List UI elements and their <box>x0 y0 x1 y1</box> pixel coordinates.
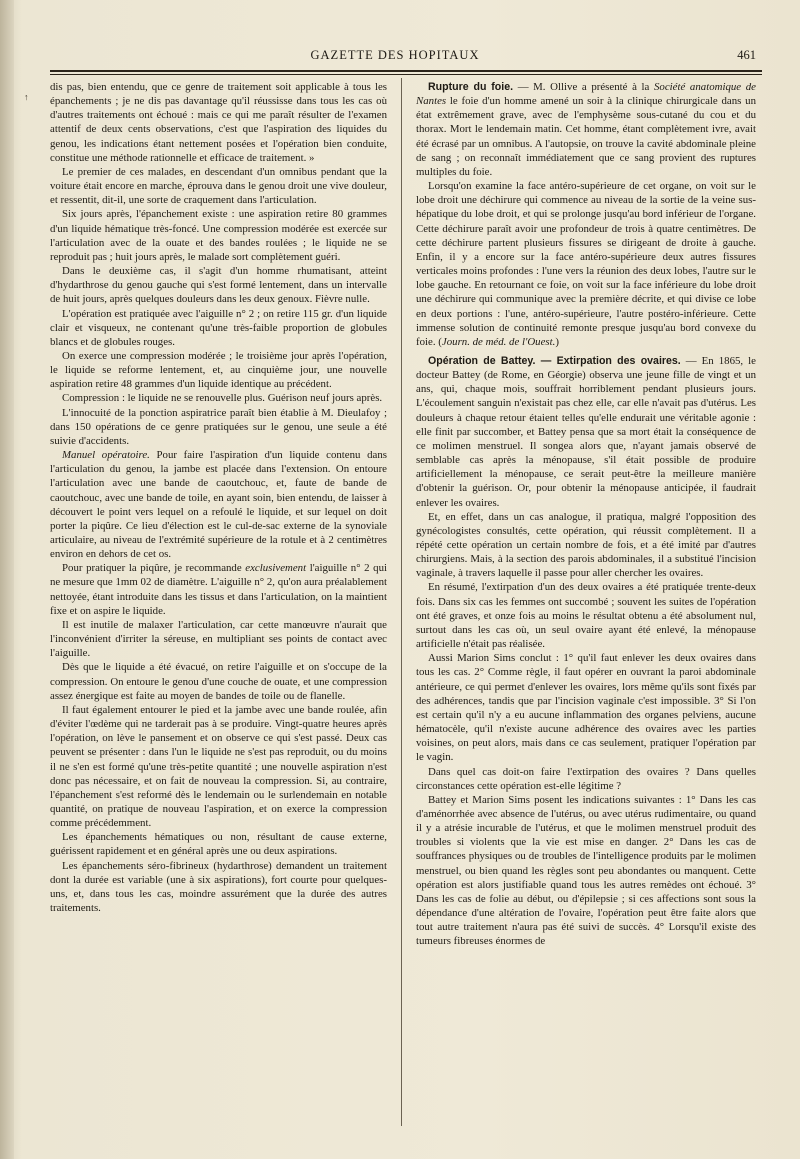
paragraph-text: Lorsqu'on examine la face antéro-supérieure de cet organe, on voit sur le lobe droit une déchirure qui commence au niveau de la sortie de la veine sus-hépatique du lobe droit, et qui se prolonge jusqu'au bord inférieur de l'organe. Cette déchirure paraît avoir une profondeur de trois à quatre centimètres. De cette déchirure partent plusieurs fissures se dirigeant de droite à gauche. Enfin, il y a encore sur la face antéro-supérieure deux autres fissures verticales moins profondes : l'une vers la réunion des deux lobes, l'autre sur le lobe gauche. En retournant ce foie, on voit sur la face inférieure du lobe droit une déchirure qui communique avec la première décrite, et qui divise ce lobe en deux portions : l'une, antéro-supérieure, l'autre postéro-inférieure. Cette immense solution de continuité remonte presque jusqu'au bord convexe du foie. ( <box>416 180 756 348</box>
right-column <box>416 80 756 1125</box>
paragraph: Les épanchements séro-fibrineux (hydarthrose) demandent un traitement dont la durée est variable (une à six aspirations), fort courte pour quelques-uns, et, dans tous les cas, moindre assurément que la durée des autres traitements. <box>50 859 387 915</box>
page-header <box>30 46 760 68</box>
society-name: Société anatomique de Nantes <box>416 81 756 108</box>
citation-source: Journ. de méd. de l'Ouest. <box>441 335 556 348</box>
paragraph: Aussi Marion Sims conclut : 1° qu'il faut enlever les deux ovaires dans tous les cas. 2° Comme règle, il faut opérer en ouvrant la paroi abdominale antérieure, ce qui permet d'enlever les ovaires, lors même qu'ils sont fixés par des adhérences, tandis que par l'incision vaginale c'est impossible. 3° Si l'on est certain qu'il n'y a eu aucune inflammation des organes pelviens, aucune hématocèle, qu'il n'existe aucune adhérence des ovaires avec les parties voisines, on peut alors, mais dans ce cas seulement, pratiquer l'opération par le vagin. <box>416 652 756 764</box>
paragraph-text: ) <box>555 335 559 348</box>
paragraph: dis pas, bien entendu, que ce genre de traitement soit applicable à tous les épanchements ; je ne dis pas davantage qu'il réussisse dans tous les cas où d'autres traitements ont échoué : mais ce qui me paraît résulter de l'examen attentif de deux cents observations, c'est que l'aspiration des liquides du genou, les indications étant nettement posées et l'opération bien conduite, constitue une méthode rationnelle et efficace de traitement. » <box>50 81 387 164</box>
paragraph: Dans le deuxième cas, il s'agit d'un homme rhumatisant, atteint d'hydarthrose du genou gauche qui s'est formé lentement, dans un intervalle de huit jours, après quelques douleurs dans les deux genoux. Fièvre nulle. <box>50 265 387 306</box>
paragraph: Dans quel cas doit-on faire l'extirpation des ovaires ? Dans quelles circonstances cette opération est-elle légitime ? <box>416 765 756 792</box>
paragraph: Dès que le liquide a été évacué, on retire l'aiguille et on s'occupe de la compression. On entoure le genou d'une couche de ouate, et une compression assez énergique est faite au moyen de bandes de toile ou de flanelle. <box>50 661 387 702</box>
paragraph: On exerce une compression modérée ; le troisième jour après l'opération, le liquide se reforme lentement, et, au cinquième jour, une nouvelle aspiration retire 48 grammes d'un liquide identique au précédent. <box>50 349 387 391</box>
header-rule-thin <box>50 74 762 75</box>
paragraph-rupture-du-foie <box>416 80 756 179</box>
paragraph <box>416 179 756 349</box>
header-rule-thick <box>50 70 762 72</box>
paragraph-text: Pour pratiquer la piqûre, je recommande <box>62 562 246 575</box>
paragraph: Il faut également entourer le pied et la jambe avec une bande roulée, afin d'éviter l'œdème qui ne tarderait pas à se produire. Vingt-quatre heures après l'opération, on lève le pansement et on observe ce qui s'est passé. Deux cas peuvent se présenter : dans l'un le liquide ne s'est pas reproduit, ou du moins il ne s'en est formé qu'une très-petite quantité ; une nouvelle aspiration n'est donc pas nécessaire, et on fait de nouveau la compression. Si, au contraire, l'épanchement s'est reformé dès le lendemain ou le surlendemain en notable quantité, on pratique de nouveau l'aspiration, et on exerce la compression comme précédemment. <box>50 703 387 830</box>
left-column <box>50 80 387 1125</box>
paragraph: Compression : le liquide ne se renouvelle plus. Guérison neuf jours après. <box>62 392 383 405</box>
paragraph-text: l'aiguille n° 2 qui ne mesure que 1mm 02 de diamètre. L'aiguille n° 2, qu'on aura préalablement nettoyée, étant introduite dans les tissus et dans l'articulation, on la maintient fixe et on aspire le liquide. <box>50 562 387 617</box>
paragraph-text: le foie d'un homme amené un soir à la clinique chirurgicale dans un état extrêmement grave, avec de l'emphysème sous-cutané du cou et du thorax. Mort le lendemain matin. Cet homme, étant complètement ivre, avait été écrasé par un omnibus. A l'autopsie, on trouve la cavité abdominale pleine de sang ; on reconnaît immédiatement que ce sang provient des ruptures multiples du foie. <box>416 95 756 178</box>
paragraph-manuel-operatoire <box>50 448 387 561</box>
paragraph: Les épanchements hématiques ou non, résultant de cause externe, guérissent rapidement et en général après une ou deux aspirations. <box>50 831 387 858</box>
page-number: 461 <box>737 48 756 62</box>
paragraph: L'innocuité de la ponction aspiratrice paraît bien établie à M. Dieulafoy ; dans 150 opérations de ce genre pratiquées sur le genou, une seule a été suivie d'accidents. <box>50 406 387 447</box>
paragraph: Battey et Marion Sims posent les indications suivantes : 1° Dans les cas d'aménorrhée avec absence de l'utérus, ou avec utérus rudimentaire, ou quand il y a atrésie incurable de l'utérus, et que le molimen menstruel produit des troubles si violents que la vie est mise en danger. 2° Dans les cas de souffrances physiques ou de troubles de l'intelligence produits par le molimen menstruel, ou bien quand les règles sont peu abondantes ou manquent. Cette opération est alors justifiable quand tous les autres remèdes ont échoué. 3° Dans les cas de folie au début, ou d'épilepsie ; si ces affections sont sous la dépendance d'une altération de l'ovaire, l'opération peut être faite alors que tout autre traitement n'aura pas été suivi de succès. 4° Lorsqu'il existe des tumeurs fibreuses énormes de <box>416 793 756 948</box>
paragraph: L'opération est pratiquée avec l'aiguille n° 2 ; on retire 115 gr. d'un liquide clair et visqueux, ne contenant qu'une très-faible proportion de globules blancs et de globules rouges. <box>50 307 387 348</box>
column-divider <box>401 78 402 1126</box>
article-heading: Opération de Battey. — Extirpation des ovaires. <box>428 354 681 367</box>
emphasis: exclusivement <box>245 562 307 575</box>
paragraph: Le premier de ces malades, en descendant d'un omnibus pendant que la voiture était encore en marche, éprouva dans le genou droit une vive douleur, et ressentit, dit-il, une sorte de craquement dans l'articulation. <box>50 165 387 207</box>
article-heading: Rupture du foie. <box>428 81 514 93</box>
paragraph-text: — En 1865, le docteur Battey (de Rome, en Géorgie) observa une jeune fille de vingt et un ans, qui, chaque mois, souffrait horriblement pendant plusieurs jours. L'écoulement sanguin n'existait pas chez elle, car elle n'avait pas d'utérus. Les douleurs à chaque retour étaient telles qu'elle endurait une véritable agonie : elle finit par succomber, et Battey pensa que sa mort était la conséquence de ce molimen menstruel. Il songea alors que, n'ayant jamais observé de semblable cas après la ménopause, s'il était possible de produire artificiellement la ménopause, ce serait peut-être la meilleure manière d'obtenir la guérison. Or, pour obtenir la ménopause anticipée, il faudrait enlever les ovaires. <box>416 354 756 509</box>
paragraph: Six jours après, l'épanchement existe : une aspiration retire 80 grammes d'un liquide hématique très-foncé. Une compression modérée est exercée sur l'articulation avec de la ouate et des bandes roulées ; le liquide ne se reproduit pas ; huit jours après, le malade sort complètement guéri. <box>50 208 387 263</box>
page-binding-edge <box>0 0 14 1159</box>
paragraph-operation-de-battey <box>416 354 756 510</box>
paragraph-text: Pour faire l'aspiration d'un liquide contenu dans l'articulation du genou, la jambe est placée dans l'extension. On entoure l'articulation avec une bande de caoutchouc, et, faute de bande de caoutchouc, avec une bande de toile, en ayant soin, bien entendu, de laisser à découvert le point vers lequel on a refoulé le liquide, et sur lequel on doit porter la piqûre. Ce lieu d'élection est le cul-de-sac externe de la synoviale articulaire, au niveau de l'extrémité supérieure de la rotule et à 2 centimètres environ en dehors de cet os. <box>50 449 387 561</box>
paragraph <box>50 561 387 618</box>
margin-mark: ↑ <box>24 92 29 102</box>
paragraph-text: — M. Ollive a présenté à la <box>513 81 654 93</box>
paragraph: Et, en effet, dans un cas analogue, il pratiqua, malgré l'opposition des gynécologistes consultés, cette opération, qui réussit complètement. Il a répété cette opération un certain nombre de fois, et a été imité par d'autres chirurgiens. Mais, à la section des parois abdominales, il a substitué l'incision vaginale, à travers laquelle il passe pour aller chercher les ovaires. <box>416 510 756 580</box>
running-title: GAZETTE DES HOPITAUX <box>310 48 480 62</box>
paragraph: Il est inutile de malaxer l'articulation, car cette manœuvre n'aurait que l'inconvénient d'irriter la séreuse, en multipliant ses points de contact avec l'aiguille. <box>50 618 387 660</box>
section-label: Manuel opératoire. <box>62 449 150 462</box>
paragraph: En résumé, l'extirpation d'un des deux ovaires a été pratiquée trente-deux fois. Dans six cas les femmes ont succombé ; souvent les suites de l'opération ont été graves, et onze fois au moins le résultat obtenu a été absolument nul, surtout dans les cas où, un seul ovaire ayant été enlevé, la ménopause artificielle n'était pas réalisée. <box>416 581 756 651</box>
